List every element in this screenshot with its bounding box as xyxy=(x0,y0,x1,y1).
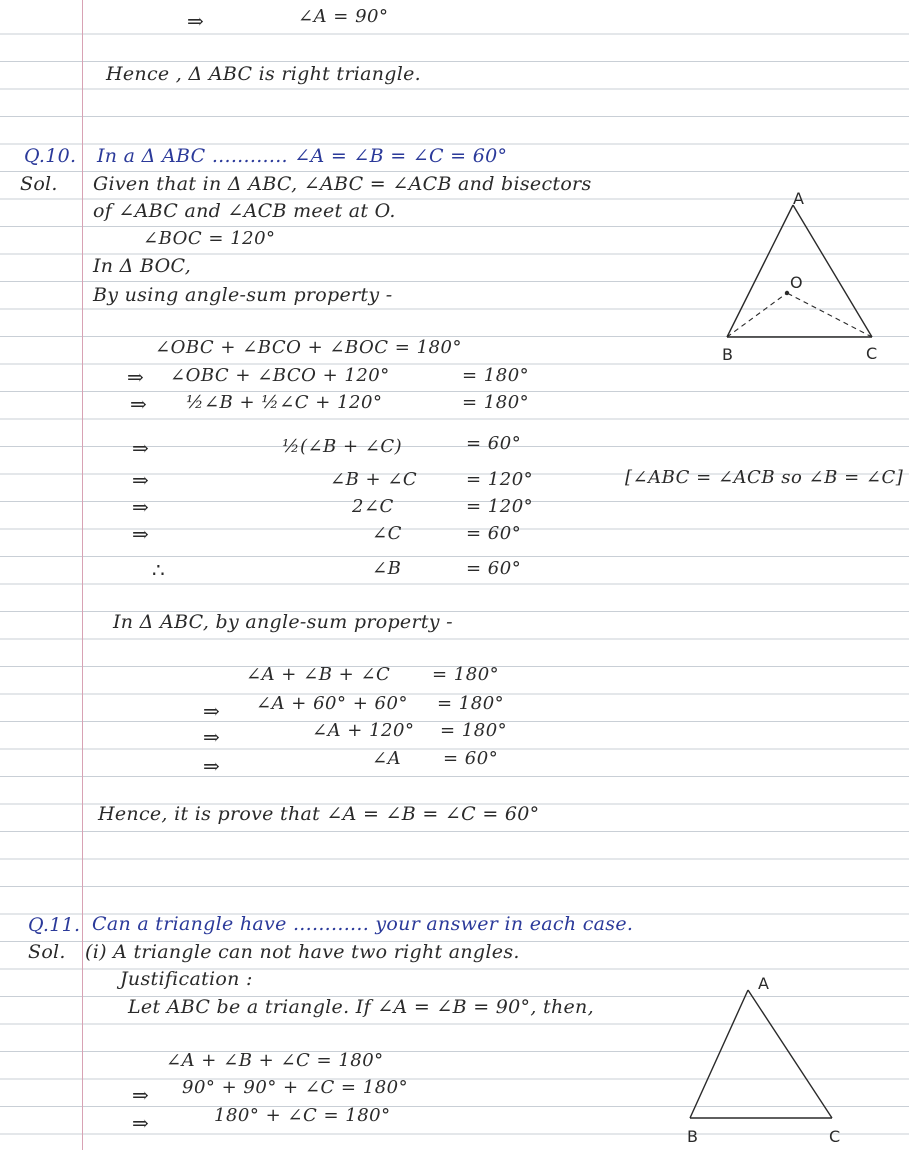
q10-by-using: By using angle-sum property - xyxy=(93,284,393,306)
q10-step-1: ∠OBC + ∠BCO + ∠BOC = 180° xyxy=(155,337,462,358)
q10-sum-3-arrow: ⇒ xyxy=(203,725,221,749)
q10-step-6-arrow: ⇒ xyxy=(132,495,150,519)
q10-question: In a Δ ABC ............ ∠A = ∠B = ∠C = 60° xyxy=(97,145,508,167)
q10-sum-4-rhs: = 60° xyxy=(443,748,499,769)
q10-step-2-rhs: = 180° xyxy=(462,365,530,386)
q10-step-7-rhs: = 60° xyxy=(466,523,522,544)
q10-step-2-lhs: ∠OBC + ∠BCO + 120° xyxy=(170,365,390,386)
implies-arrow: ⇒ xyxy=(187,9,205,33)
fig1-label-o: O xyxy=(790,273,803,292)
q10-sum-1-rhs: = 180° xyxy=(432,664,500,685)
q10-step-6-lhs: 2∠C xyxy=(352,496,394,517)
q10-step-4-rhs: = 60° xyxy=(466,433,522,454)
q11-step-3-arrow: ⇒ xyxy=(132,1111,150,1135)
q11-sol-label: Sol. xyxy=(28,941,66,963)
q10-step-8-lhs: ∠B xyxy=(372,558,402,579)
q10-sum-4-lhs: ∠A xyxy=(372,748,402,769)
q10-label: Q.10. xyxy=(24,145,77,167)
q10-step-7-arrow: ⇒ xyxy=(132,522,150,546)
fig2-label-a: A xyxy=(758,974,769,993)
q10-step-6-rhs: = 120° xyxy=(466,496,534,517)
q10-sum-2-arrow: ⇒ xyxy=(203,699,221,723)
q10-step-4-arrow: ⇒ xyxy=(132,436,150,460)
q10-boc: ∠BOC = 120° xyxy=(143,228,276,249)
fig2-label-c: C xyxy=(829,1127,841,1146)
q10-sum-3-lhs: ∠A + 120° xyxy=(312,720,415,741)
q11-let: Let ABC be a triangle. If ∠A = ∠B = 90°, then, xyxy=(128,996,594,1018)
q10-given-line1: Given that in Δ ABC, ∠ABC = ∠ACB and bisectors xyxy=(93,173,592,195)
q10-step-5-lhs: ∠B + ∠C xyxy=(330,469,418,490)
q10-bracket-note: [∠ABC = ∠ACB so ∠B = ∠C] xyxy=(625,467,904,488)
q10-step-4-lhs: ½(∠B + ∠C) xyxy=(282,436,403,457)
fig1-label-a: A xyxy=(793,189,804,208)
q10-in-boc: In Δ BOC, xyxy=(93,255,192,277)
q11-justification: Justification : xyxy=(120,968,253,990)
q10-step-3-rhs: = 180° xyxy=(462,392,530,413)
q11-step-3: 180° + ∠C = 180° xyxy=(214,1105,391,1126)
q10-in-abc: In Δ ABC, by angle-sum property - xyxy=(113,611,453,633)
q10-sum-3-rhs: = 180° xyxy=(440,720,508,741)
q10-sol-label: Sol. xyxy=(20,173,58,195)
q10-sum-4-arrow: ⇒ xyxy=(203,754,221,778)
q11-label: Q.11. xyxy=(28,914,81,936)
q10-step-7-lhs: ∠C xyxy=(372,523,402,544)
q10-step-8-rhs: = 60° xyxy=(466,558,522,579)
q10-sum-2-lhs: ∠A + 60° + 60° xyxy=(256,693,408,714)
q11-part-i: (i) A triangle can not have two right angles. xyxy=(85,941,520,963)
q10-step-5-arrow: ⇒ xyxy=(132,468,150,492)
q10-step-3-lhs: ½∠B + ½∠C + 120° xyxy=(186,392,383,413)
q11-step-2: 90° + 90° + ∠C = 180° xyxy=(182,1077,409,1098)
q11-question: Can a triangle have ............ your answer in each case. xyxy=(92,913,634,935)
q10-step-8-therefore: ∴ xyxy=(152,558,166,582)
q10-step-3-arrow: ⇒ xyxy=(130,392,148,416)
q11-step-1: ∠A + ∠B + ∠C = 180° xyxy=(166,1050,384,1071)
q11-step-2-arrow: ⇒ xyxy=(132,1083,150,1107)
q10-sum-1-lhs: ∠A + ∠B + ∠C xyxy=(246,664,391,685)
q10-sum-2-rhs: = 180° xyxy=(437,693,505,714)
prev-conclusion: Hence , Δ ABC is right triangle. xyxy=(106,63,422,85)
q10-step-5-rhs: = 120° xyxy=(466,469,534,490)
fig2-label-b: B xyxy=(687,1127,698,1146)
q10-given-line2: of ∠ABC and ∠ACB meet at O. xyxy=(93,200,396,222)
angle-a-equation: ∠A = 90° xyxy=(298,6,389,27)
q10-conclusion: Hence, it is prove that ∠A = ∠B = ∠C = 60° xyxy=(98,803,540,825)
fig1-label-c: C xyxy=(866,344,878,363)
q10-step-2-arrow: ⇒ xyxy=(127,365,145,389)
fig1-label-b: B xyxy=(722,345,733,364)
